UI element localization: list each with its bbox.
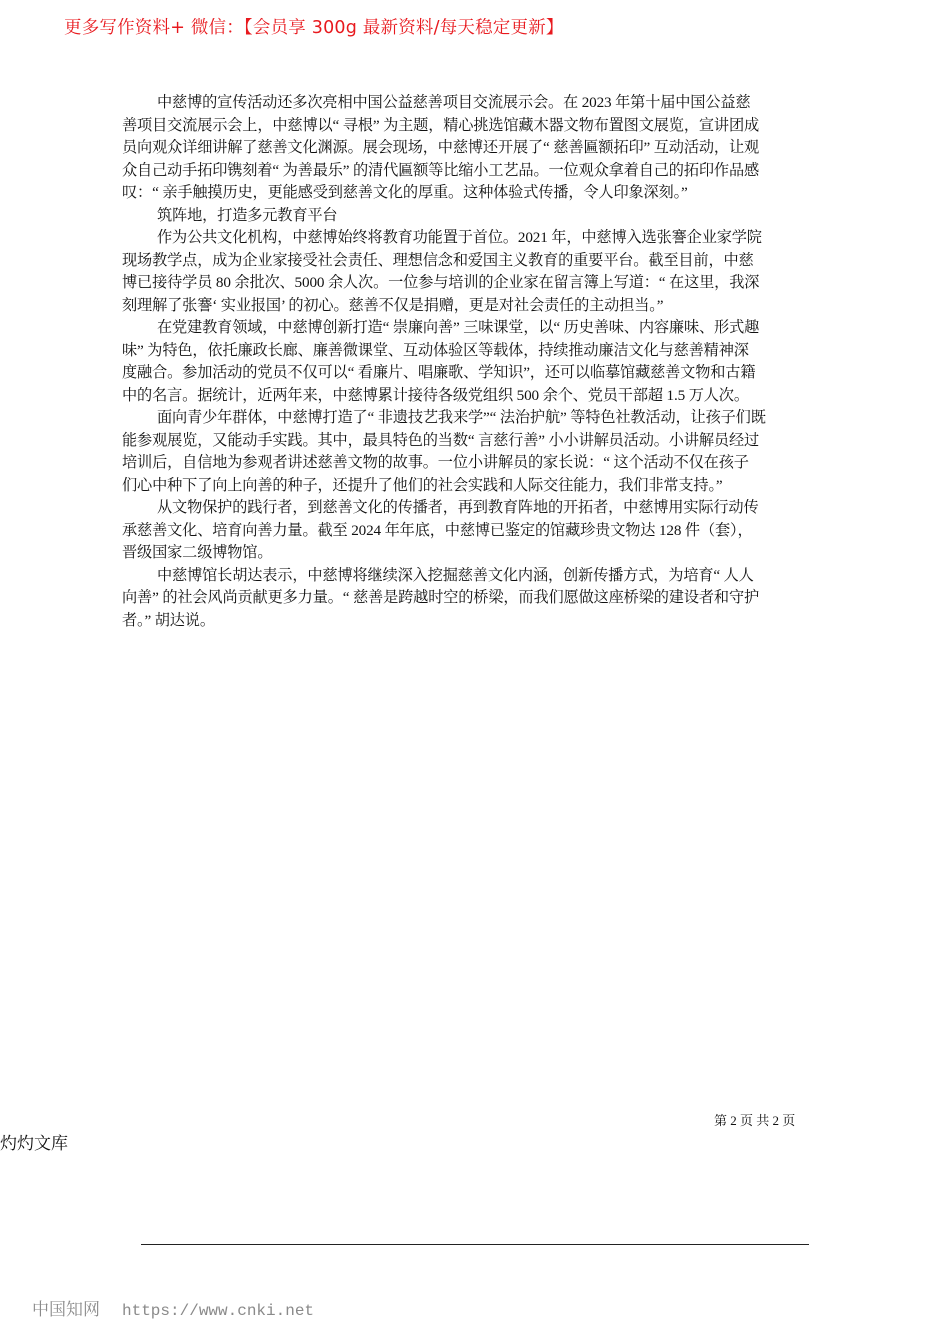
cnki-name: 中国知网 [32, 1300, 100, 1319]
article-line: 从文物保护的践行者，到慈善文化的传播者，再到教育阵地的开拓者，中慈博用实际行动传 [157, 499, 759, 516]
article-line: 博已接待学员 80 余批次、5000 余人次。一位参与培训的企业家在留言簿上写道：“ 在这里，我深 [122, 274, 760, 291]
article-line: 刻理解了张謇‘ 实业报国’ 的初心。慈善不仅是捐赠，更是对社会责任的主动担当。” [122, 296, 664, 314]
article-line: 叹：“ 亲手触摸历史，更能感受到慈善文化的厚重。这种体验式传播，令人印象深刻。” [122, 184, 688, 201]
page-number: 第 2 页 共 2 页 [714, 1113, 796, 1128]
section-heading: 筑阵地，打造多元教育平台 [157, 206, 338, 224]
cnki-watermark [32, 1295, 314, 1320]
promo-banner: 更多写作资料+ 微信：【会员享 300g 最新资料/每天稳定更新】 [64, 18, 564, 38]
footer-brand: 灼灼文库 [0, 1134, 68, 1154]
footer-divider [141, 1244, 809, 1245]
article-line: 者。” 胡达说。 [122, 611, 215, 629]
article-line: 向善” 的社会风尚贡献更多力量。“ 慈善是跨越时空的桥梁，而我们愿做这座桥梁的建设者和守护 [122, 589, 760, 606]
article-line: 在党建教育领域，中慈博创新打造“ 崇廉向善” 三味课堂，以“ 历史善味、内容廉味、形式趣 [157, 319, 760, 336]
article-line: 中慈博的宣传活动还多次亮相中国公益慈善项目交流展示会。在 2023 年第十届中国公益慈 [157, 94, 751, 111]
article-line: 面向青少年群体，中慈博打造了“ 非遗技艺我来学”“ 法治护航” 等特色社教活动，让孩子们既 [157, 409, 766, 426]
article-line: 众自己动手拓印镌刻着“ 为善最乐” 的清代匾额等比缩小工艺品。一位观众拿着自己的拓印作品感 [122, 161, 760, 179]
article-line: 培训后，自信地为参观者讲述慈善文物的故事。一位小讲解员的家长说：“ 这个活动不仅在孩子 [122, 454, 749, 471]
article-line: 度融合。参加活动的党员不仅可以“ 看廉片、唱廉歌、学知识”，还可以临摹馆藏慈善文物和古籍 [122, 364, 756, 381]
article-line: 员向观众详细讲解了慈善文化渊源。展会现场，中慈博还开展了“ 慈善匾额拓印” 互动活动，让观 [122, 139, 760, 156]
article-line: 善项目交流展示会上，中慈博以“ 寻根” 为主题，精心挑选馆藏木器文物布置图文展览，宣讲团成 [122, 116, 760, 134]
article-line: 中的名言。据统计，近两年来，中慈博累计接待各级党组织 500 余个、党员干部超 1.5 万人次。 [122, 386, 749, 404]
article-body [122, 92, 832, 632]
article-line: 作为公共文化机构，中慈博始终将教育功能置于首位。2021 年，中慈博入选张謇企业家学院 [157, 229, 762, 246]
article-line: 味” 为特色，依托廉政长廊、廉善微课堂、互动体验区等载体，持续推动廉洁文化与慈善精神深 [122, 341, 749, 359]
article-line: 中慈博馆长胡达表示，中慈博将继续深入挖掘慈善文化内涵，创新传播方式，为培育“ 人人 [157, 566, 754, 584]
article-line: 现场教学点，成为企业家接受社会责任、理想信念和爱国主义教育的重要平台。截至目前，中慈 [122, 251, 754, 269]
article-line: 能参观展览，又能动手实践。其中，最具特色的当数“ 言慈行善” 小小讲解员活动。小讲解员经过 [122, 431, 760, 449]
article-line: 承慈善文化、培育向善力量。截至 2024 年年底，中慈博已鉴定的馆藏珍贵文物达 128 件（套）， [122, 521, 753, 539]
article-line: 晋级国家二级博物馆。 [122, 544, 273, 561]
article-line: 们心中种下了向上向善的种子，还提升了他们的社会实践和人际交往能力，我们非常支持。” [122, 476, 723, 494]
cnki-url[interactable]: https://www.cnki.net [122, 1302, 315, 1320]
